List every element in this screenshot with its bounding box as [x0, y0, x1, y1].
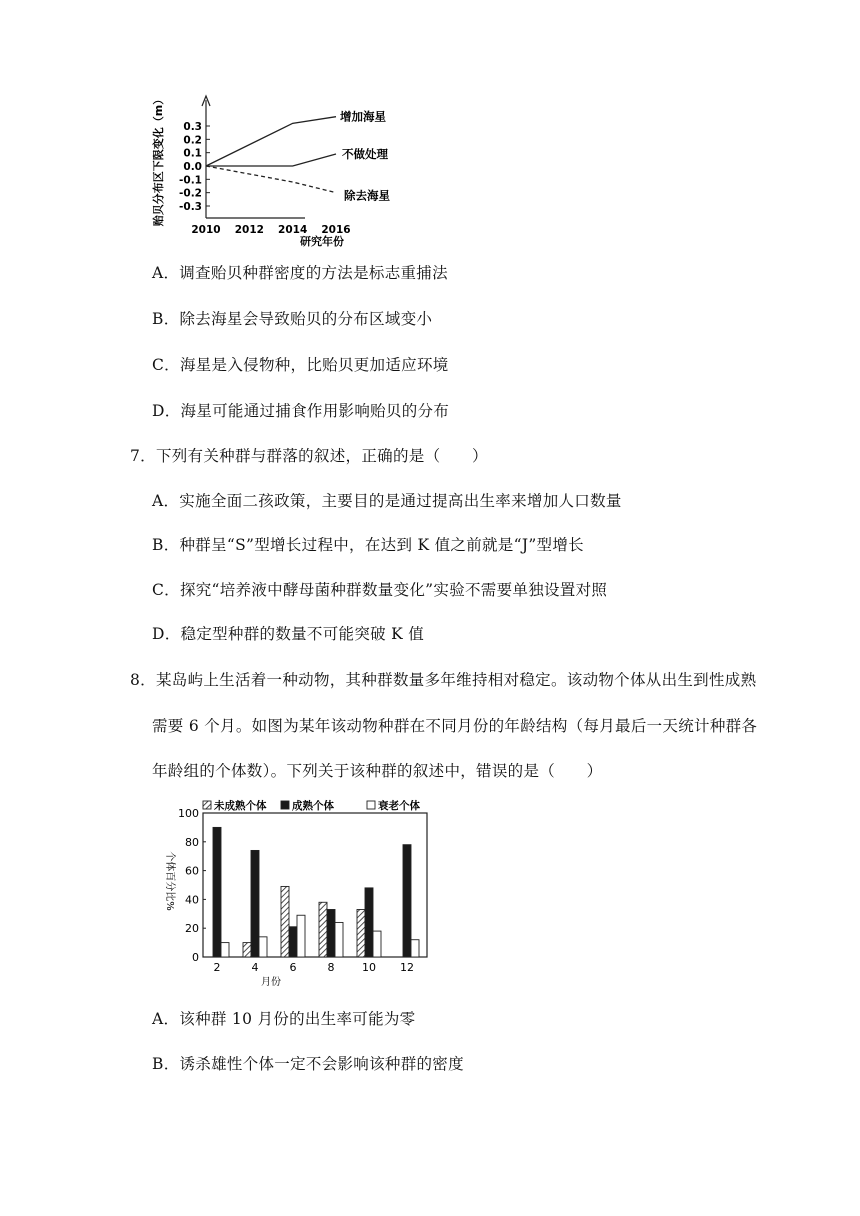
q6-option-c: C．海星是入侵物种，比贻贝更加适应环境 [152, 356, 449, 374]
chart2-x-tick-label: 12 [400, 961, 414, 974]
chart1-y-axis-label: 贻贝分布区下限变化（m） [152, 93, 165, 227]
chart1-x-tick-label: 2016 [321, 224, 351, 236]
chart2-x-tick-label: 8 [327, 961, 335, 974]
chart1-series-label: 除去海星 [344, 188, 390, 203]
chart1-y-tick-label: 0.1 [183, 147, 202, 160]
chart2-x-tick-label: 2 [213, 961, 221, 974]
chart2-bar [357, 909, 365, 957]
chart2-bar [373, 931, 381, 957]
chart2-axes [203, 813, 427, 957]
chart2-legend-label: 成熟个体 [292, 800, 334, 812]
chart2-bar [365, 888, 373, 957]
chart2-legend-swatch [367, 801, 375, 809]
q7-option-b: B．种群呈“S”型增长过程中，在达到 K 值之前就是“J”型增长 [152, 536, 584, 554]
mussel-distribution-chart [150, 88, 390, 250]
chart1-series-line [206, 117, 336, 166]
chart2-y-tick-label: 20 [185, 922, 199, 936]
chart2-bar [335, 922, 343, 957]
chart2-x-axis-label: 月份 [261, 977, 281, 988]
chart2-y-tick-label: 60 [185, 864, 199, 878]
q7-option-a: A．实施全面二孩政策，主要目的是通过提高出生率来增加人口数量 [152, 492, 622, 510]
chart2-bar [319, 902, 327, 957]
q7-stem: 7．下列有关种群与群落的叙述，正确的是（ ） [130, 447, 488, 465]
q6-option-d: D．海星可能通过捕食作用影响贻贝的分布 [152, 402, 450, 420]
chart1-x-axis-label: 研究年份 [300, 235, 344, 248]
chart2-y-tick-label: 40 [185, 893, 199, 907]
chart1-y-tick-label: -0.1 [179, 174, 202, 187]
chart2-x-tick-label: 4 [251, 961, 259, 974]
q8-stem-line-3: 年龄组的个体数）。下列关于该种群的叙述中，错误的是（ ） [152, 762, 603, 780]
chart2-bar [297, 915, 305, 957]
chart2-bar [259, 937, 267, 957]
chart2-bar [289, 927, 297, 957]
chart1-x-tick-label: 2010 [191, 224, 221, 236]
q7-option-d: D．稳定型种群的数量不可能突破 K 值 [152, 625, 425, 643]
q8-stem-line-2: 需要 6 个月。如图为某年该动物种群在不同月份的年龄结构（每月最后一天统计种群各 [152, 717, 758, 735]
chart1-y-tick-label: -0.3 [179, 200, 202, 213]
chart1-x-tick-label: 2012 [234, 224, 264, 236]
chart2-x-tick-label: 10 [362, 961, 376, 974]
chart2-legend-swatch [203, 801, 211, 809]
chart2-bar [411, 940, 419, 957]
chart2-y-tick-label: 100 [178, 807, 199, 820]
chart2-y-tick-label: 0 [192, 951, 199, 964]
q6-option-a: A．调查贻贝种群密度的方法是标志重捕法 [152, 264, 448, 282]
q8-stem-line-1: 8．某岛屿上生活着一种动物，其种群数量多年维持相对稳定。该动物个体从出生到性成熟 [130, 671, 757, 689]
chart2-bars [213, 827, 419, 957]
chart2-bar [221, 943, 229, 957]
chart2-bar [243, 943, 251, 957]
q6-option-b: B．除去海星会导致贻贝的分布区域变小 [152, 310, 433, 328]
chart1-series-label: 不做处理 [342, 147, 388, 162]
chart2-bar [281, 886, 289, 957]
chart2-bar [213, 827, 221, 957]
chart2-x-tick-label: 6 [289, 961, 297, 974]
chart1-ticks [179, 121, 351, 236]
chart2-bar [403, 845, 411, 957]
chart1-x-tick-label: 2014 [278, 224, 308, 236]
chart2-legend-label: 未成熟个体 [214, 800, 267, 812]
chart2-y-axis-label: 个体百分比% [164, 851, 175, 911]
chart1-y-tick-label: 0.3 [183, 121, 202, 134]
chart1-y-tick-label: 0.0 [183, 161, 202, 173]
q7-option-c: C．探究“培养液中酵母菌种群数量变化”实验不需要单独设置对照 [152, 581, 608, 599]
chart1-series [206, 110, 390, 203]
chart1-y-tick-label: -0.2 [179, 187, 202, 200]
chart2-bar [327, 909, 335, 957]
chart2-legend [203, 799, 420, 812]
q8-option-a: A．该种群 10 月份的出生率可能为零 [152, 1010, 416, 1028]
age-structure-chart [155, 797, 445, 989]
chart2-frame [203, 813, 427, 957]
chart2-bar [251, 850, 259, 957]
chart2-legend-label: 衰老个体 [378, 800, 420, 812]
chart1-series-label: 增加海星 [340, 109, 386, 124]
chart2-legend-swatch [281, 801, 289, 809]
q8-option-b: B．诱杀雄性个体一定不会影响该种群的密度 [152, 1055, 464, 1073]
chart2-y-tick-label: 80 [185, 835, 199, 849]
chart1-axes [202, 96, 305, 218]
chart1-series-line [206, 166, 336, 193]
chart1-y-tick-label: 0.2 [183, 134, 202, 147]
